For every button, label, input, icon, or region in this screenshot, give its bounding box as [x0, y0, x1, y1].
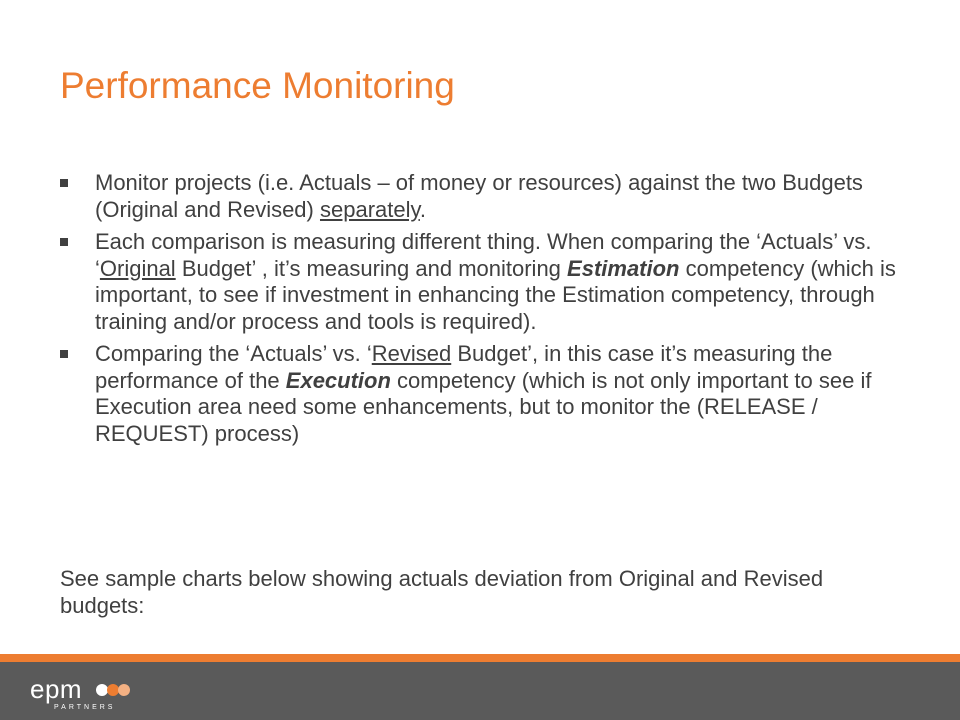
bullet-text: Monitor projects (i.e. Actuals – of money or resources) against the two Budgets (Original and Revised) — [95, 170, 863, 222]
logo-dots-icon — [94, 680, 134, 700]
bullet-item — [60, 229, 900, 335]
square-bullet-icon — [60, 238, 68, 246]
underlined-text: Original — [99, 255, 176, 281]
bullet-text: Each comparison is measuring different thing. When comparing the ‘Actuals’ vs. ‘ — [95, 229, 872, 281]
bullet-text: Comparing the ‘Actuals’ vs. ‘ — [95, 341, 372, 366]
bullet-text: competency (which is important, to see if investment in enhancing the Estimation competency, through training and/or process and tools is required). — [95, 255, 896, 334]
bullet-item — [60, 170, 900, 223]
emphasis-text: Estimation — [567, 255, 680, 281]
footer-accent-stripe — [0, 654, 960, 662]
square-bullet-icon — [60, 179, 68, 187]
bullet-text: Budget’, in this case it’s measuring the performance of the — [95, 341, 833, 393]
underlined-text: Revised — [371, 341, 452, 366]
square-bullet-icon — [60, 350, 68, 358]
footer-bar — [0, 662, 960, 720]
epm-logo — [30, 674, 140, 710]
bullet-text: competency (which is not only important to see if Execution area need some enhancements, but to monitor the (RELEASE / REQUEST) process) — [95, 367, 872, 446]
logo-wordmark: epm — [30, 674, 83, 704]
logo-subtitle: PARTNERS — [54, 704, 116, 711]
bullet-text: . — [419, 196, 426, 222]
bullet-text: Budget’ , it’s measuring and monitoring — [175, 255, 568, 281]
bullet-list — [60, 170, 900, 453]
emphasis-text: Execution — [285, 367, 391, 393]
slide-title: Performance Monitoring — [60, 65, 455, 106]
underlined-text: separately — [319, 196, 420, 222]
closing-paragraph: See sample charts below showing actuals deviation from Original and Revised budgets: — [60, 566, 824, 618]
bullet-item — [60, 341, 900, 447]
